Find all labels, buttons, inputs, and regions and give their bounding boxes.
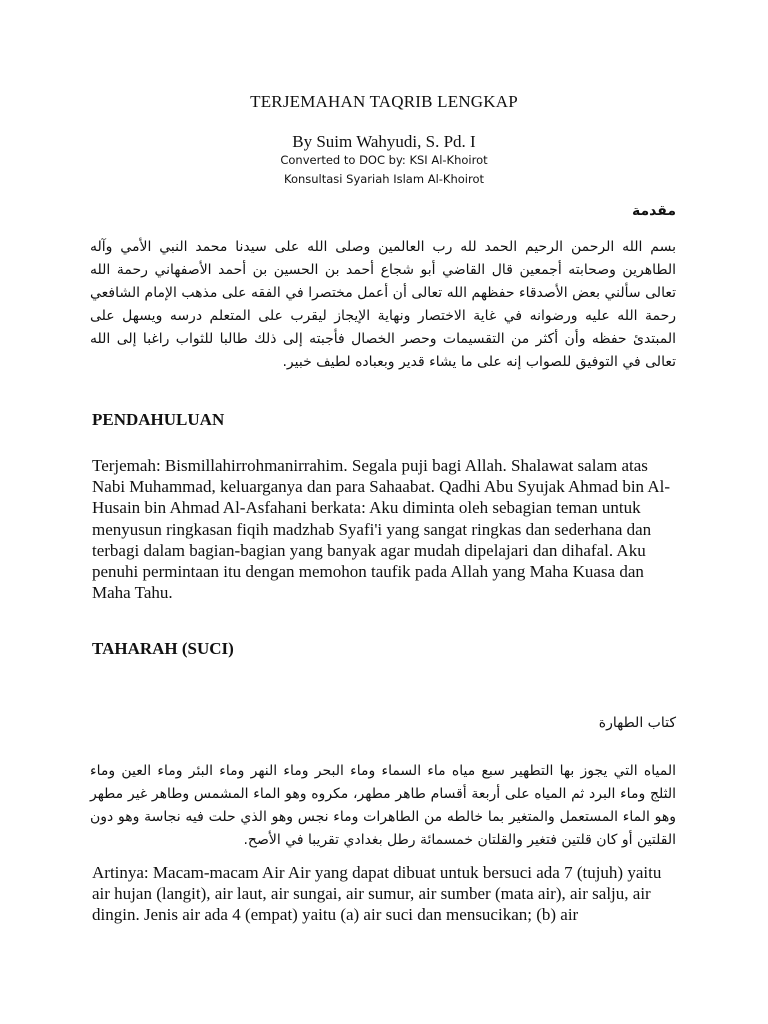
organization-note: Konsultasi Syariah Islam Al-Khoirot [283, 172, 484, 186]
taharah-heading: TAHARAH (SUCI) [92, 639, 234, 658]
document-byline: By Suim Wahyudi, S. Pd. I [292, 132, 476, 151]
artinya-paragraph: Artinya: Macam-macam Air Air yang dapat dibuat untuk bersuci ada 7 (tujuh) yaitu air hujan (langit), air laut, air sungai, air sumur, air sumber (mata air), air salju, air dingin. Jenis air ada 4 (empat) yaitu (a) air suci dan mensucikan; (b) air [92, 863, 662, 925]
pendahuluan-paragraph: Terjemah: Bismillahirrohmanirrahim. Segala puji bagi Allah. Shalawat salam atas Nabi Muhammad, keluarganya dan para Sahaabat. Qadhi Abu Syujak Ahmad bin Al-Husain bin Ahmad Al-Asfahani berkata: Aku diminta oleh sebagian teman untuk menyusun ringkasan fiqih madzhab Syafi'i yang sangat ringkas dan sederhana dan terbagi dalam bagian-bagian yang banyak agar mudah dipelajari dan dihafal. Aku penuhi permintaan itu dengan memohon taufik pada Allah yang Maha Kuasa dan Maha Tahu. [92, 456, 671, 603]
pendahuluan-heading: PENDAHULUAN [92, 410, 225, 429]
muqaddimah-paragraph: بسم الله الرحمن الرحيم الحمد لله رب العالمين وصلى الله على سيدنا محمد النبي الأمي وآله الطاهرين وصحابته أجمعين قال القاضي أبو شجاع أحمد بن الحسين بن أحمد الأصفهاني رحمة الله تعالى سألني بعض الأصدقاء حفظهم الله تعالى أن أعمل مختصرا في الفقه على مذهب الإمام الشافعي رحمة الله عليه ورضوانه في غاية الاختصار ونهاية الإيجاز ليقرب على المتعلم درسه ويسهل على المبتدئ حفظه وأن أكثر من التقسيمات وحصر الخصال فأجبته إلى ذلك طالبا للثواب راغبا إلى الله تعالى في التوفيق للصواب إنه على ما يشاء قدير وبعباده لطيف خبير. [90, 239, 676, 370]
taharah-arabic-paragraph: المياه التي يجوز بها التطهير سبع مياه ماء السماء وماء البحر وماء النهر وماء البئر وماء العين وماء الثلج وماء البرد ثم المياه على أربعة أقسام طاهر مطهر، مكروه وهو الماء المشمس وطاهر غير مطهر وهو الماء المستعمل والمتغير بما خالطه من الطاهرات وماء نجس وهو الذي حلت فيه نجاسة وهو دون القلتين أو كان قلتين فتغير والقلتان خمسمائة رطل بغدادي تقريبا في الأصح. [90, 763, 676, 848]
converted-note: Converted to DOC by: KSI Al-Khoirot [280, 153, 488, 167]
muqaddimah-heading: مقدمة [632, 203, 676, 219]
kitab-taharah-heading: كتاب الطهارة [598, 715, 676, 731]
document-title: TERJEMAHAN TAQRIB LENGKAP [250, 92, 518, 111]
